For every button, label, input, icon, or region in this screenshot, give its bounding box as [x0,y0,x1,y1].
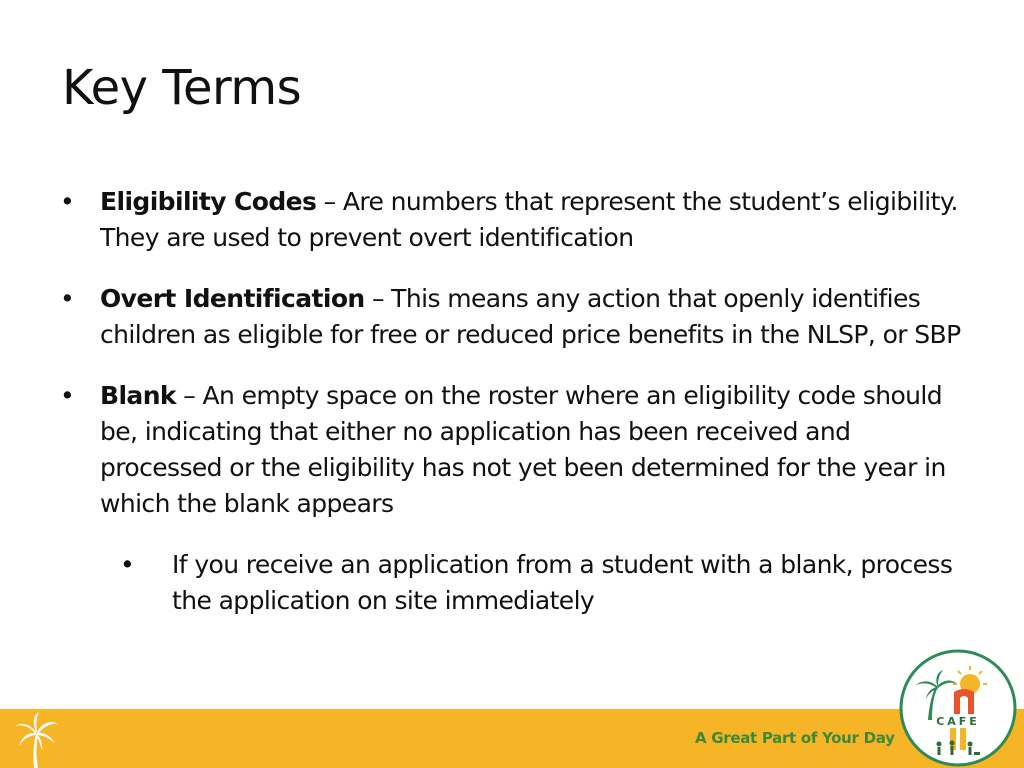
bullet-blank [60,378,970,522]
slide-title: Key Terms [62,60,302,116]
bullet-term: Overt Identification [100,284,365,313]
bullet-text: – An empty space on the roster where an eligibility code should be, indicating that either no application has been received and processed or the eligibility has not yet been determined for the year in which the blank appears [100,381,946,518]
bullet-list [60,184,970,619]
bullet-marker: • [60,284,75,313]
sub-bullet-marker: • [120,550,135,579]
bullet-text: – This means any action that openly identifies children as eligible for free or reduced price benefits in the NLSP, or SBP [100,284,961,349]
bullet-term: Eligibility Codes [100,187,317,216]
sub-bullet-receive-application [60,547,970,619]
footer-tagline: A Great Part of Your Day [695,729,895,747]
bullet-term: Blank [100,381,176,410]
bullet-overt-identification [60,281,970,353]
bullet-marker: • [60,381,75,410]
palm-tree-icon [12,712,60,768]
cafe-logo [898,648,1022,768]
sub-bullet-text: If you receive an application from a student with a blank, process the application on site immediately [172,550,953,615]
logo-text: CAFE [936,715,980,728]
bullet-marker: • [60,187,75,216]
bullet-text: – Are numbers that represent the student’s eligibility. They are used to prevent overt identification [100,187,958,252]
bullet-eligibility-codes [60,184,970,256]
